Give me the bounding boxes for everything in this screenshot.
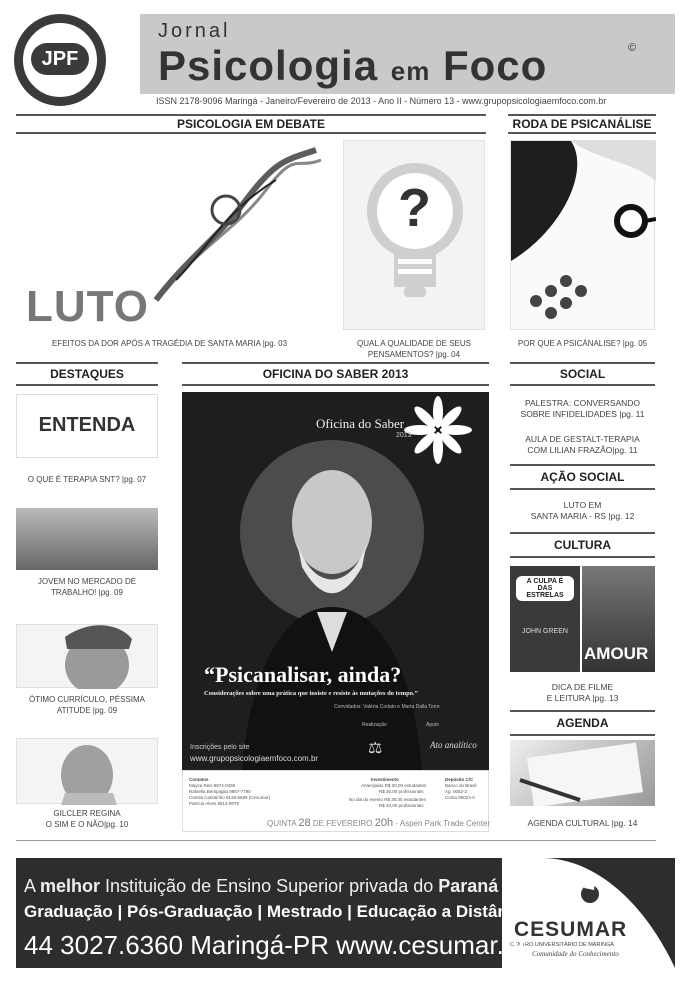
section-cultura: CULTURA	[553, 538, 612, 552]
cultura-line1: DICA DE FILME	[551, 682, 614, 692]
film-poster[interactable]	[582, 566, 655, 672]
rule-bottom-agenda	[510, 734, 655, 736]
agenda-caption[interactable]: AGENDA CULTURAL |pg. 14	[527, 818, 638, 828]
agenda-calendar-image[interactable]	[510, 740, 655, 806]
contact-line-1: Mayza Reis 9974-0490	[189, 783, 236, 788]
date-place: - Aspen Park Trade Center	[395, 819, 491, 828]
date-time: 20h	[374, 817, 394, 829]
title-word-1: Psicologia	[158, 42, 379, 89]
ad-line1-b: melhor	[40, 876, 101, 896]
acao-line2: SANTA MARIA - RS |pg. 12	[530, 511, 635, 521]
person-face-palm-image	[17, 625, 159, 689]
rule-bottom-destaques	[16, 384, 158, 386]
section-social: SOCIAL	[559, 367, 606, 381]
jpf-logo	[14, 14, 106, 106]
social-item1-line2: SOBRE INFIDELIDADES |pg. 11	[520, 409, 645, 419]
inv-line-1: Antecipado R$ 20,00 estudantes	[361, 783, 427, 788]
rule-top-oficina	[182, 362, 489, 364]
bank-line-2: Ag. 0052-2	[445, 789, 468, 794]
investimento-label: Investimento	[371, 777, 399, 782]
curriculo-photo[interactable]	[16, 624, 158, 688]
masthead-title	[158, 42, 547, 90]
freud-portrait	[182, 392, 489, 770]
date-month: DE FEVEREIRO	[312, 819, 373, 828]
masthead-small-title: Jornal	[158, 20, 231, 42]
section-psicologia-em-debate: PSICOLOGIA EM DEBATE	[176, 117, 325, 131]
question-caption-line1: QUAL A QUALIDADE DE SEUS	[357, 339, 471, 348]
logo-text: JPF	[31, 43, 89, 75]
book-title	[516, 576, 574, 601]
rule-bottom-oficina	[182, 384, 489, 386]
luto-caption[interactable]: EFEITOS DA DOR APÓS A TRAGÉDIA DE SANTA MARIA |pg. 03	[51, 339, 288, 348]
rule-top-destaques	[16, 362, 158, 364]
ad-line1-c: Instituição de Ensino Superior privada do	[100, 876, 439, 896]
question-caption[interactable]	[343, 338, 485, 360]
inv-line-2: R$ 30,00 profissionais	[379, 789, 424, 794]
poster-guests: Convidados: Valéria Codato e Marta Dalla Torre	[334, 704, 440, 710]
oficina-poster[interactable]	[182, 392, 489, 770]
title-word-2: Foco	[442, 42, 548, 89]
section-roda-de-psicanalise: RODA DE PSICANÁLISE	[512, 117, 652, 131]
bank-line-1: Banco do Brasil	[445, 783, 477, 788]
social-item2-line2: COM LILIAN FRAZÃO|pg. 11	[527, 445, 638, 455]
book-title-line2: DAS ESTRELAS	[526, 585, 564, 599]
curriculo-caption-line1: ÓTIMO CURRÍCULO, PÉSSIMA	[28, 695, 145, 704]
issn-line: ISSN 2178-9096 Maringá - Janeiro/Fevereiro de 2013 - Ano II - Número 13 - www.grupopsicologiaemfoco.com.br	[156, 96, 607, 106]
entenda-caption[interactable]: O QUE É TERAPIA SNT? |pg. 07	[27, 475, 147, 484]
rule-bottom-cultura	[510, 556, 655, 558]
date-weekday: QUINTA	[267, 819, 297, 828]
rule-top-debate	[16, 114, 486, 116]
face-drawing	[511, 141, 656, 331]
deposito-label: Depósito C/C	[445, 777, 474, 782]
question-card[interactable]	[343, 140, 485, 330]
poster-brand: Oficina do Saber	[316, 416, 405, 431]
jovem-photo[interactable]	[16, 508, 158, 570]
curriculo-caption-line2: ATITUDE |pg. 09	[56, 706, 118, 715]
curriculo-caption[interactable]	[16, 694, 158, 716]
poster-realizacao: Realização	[362, 722, 387, 728]
question-caption-line2: PENSAMENTOS? |pg. 04	[367, 350, 461, 359]
section-destaques: DESTAQUES	[50, 367, 124, 381]
cultura-line2: E LEITURA |pg. 13	[546, 693, 619, 703]
smiling-man-image	[17, 739, 159, 805]
poster-year: 2013	[396, 432, 412, 439]
contact-line-3: Camila Carlotinho 9138-5599 (Cesumar)	[189, 795, 271, 800]
calendar-pen-icon	[510, 740, 655, 806]
rule-top-cultura	[510, 532, 655, 534]
cesumar-subtitle: CENTRO UNIVERSITÁRIO DE MARINGÁ	[510, 942, 614, 948]
social-item2-line1: AULA DE GESTALT-TERAPIA	[525, 434, 640, 444]
ad-line-2: Graduação | Pós-Graduação | Mestrado | Educação a Distância	[24, 902, 532, 921]
rule-top-roda	[508, 114, 656, 116]
contatos-label: Contatos	[189, 777, 209, 782]
social-item1-line1: PALESTRA: CONVERSANDO	[524, 398, 641, 408]
poster-headline: “Psicanalisar, ainda?	[204, 662, 402, 687]
rule-bottom-debate	[16, 132, 486, 134]
gilcler-caption[interactable]	[16, 808, 158, 830]
ad-line1-d: Paraná	[438, 876, 499, 896]
rule-top-agenda	[510, 710, 655, 712]
social-item-infidelidades[interactable]	[510, 398, 655, 420]
gilcler-caption-line1: GILCLER REGINA	[53, 809, 121, 818]
book-author: JOHN GREEN	[522, 628, 568, 635]
question-mark: ?	[398, 178, 431, 238]
gilcler-caption-line2: O SIM E O NÃO|pg. 10	[45, 820, 129, 829]
ad-line1-a: A	[24, 876, 41, 896]
rule-top-social	[510, 362, 655, 364]
title-em: em	[390, 56, 431, 86]
section-agenda: AGENDA	[556, 716, 609, 730]
ad-line-3[interactable]: 44 3027.6360 Maringá-PR www.cesumar.br	[24, 930, 527, 960]
rule-bottom-social	[510, 384, 655, 386]
poster-signup-url[interactable]: www.grupopsicologiaemfoco.com.br	[190, 754, 319, 763]
cultura-caption[interactable]	[510, 682, 655, 704]
gilcler-photo[interactable]	[16, 738, 158, 804]
book-title-line1: A CULPA É	[526, 578, 564, 585]
rule-top-acao	[510, 464, 655, 466]
copyright-mark: ©	[628, 42, 637, 54]
poster-date-line	[267, 817, 490, 829]
date-day: 28	[298, 817, 311, 829]
roda-caption[interactable]: POR QUE A PSICÁNALISE? |pg. 05	[517, 339, 648, 348]
psicanalise-illustration[interactable]	[510, 140, 655, 330]
acao-social-item[interactable]	[510, 500, 655, 522]
jovem-caption[interactable]	[16, 576, 158, 598]
rule-bottom-page	[16, 840, 656, 841]
poster-subhead: Considerações sobre uma prática que insiste e resiste às mutações do tempo.”	[204, 690, 418, 697]
poster-gpef-icon: ⚖	[368, 740, 383, 757]
luto-word: LUTO	[26, 282, 149, 331]
ad-line-1	[24, 876, 498, 897]
contact-line-4: Patrícia Alves 8814-8079	[189, 801, 240, 806]
social-item-gestalt[interactable]	[510, 434, 655, 456]
section-oficina-do-saber: OFICINA DO SABER 2013	[262, 367, 409, 381]
cesumar-brand: CESUMAR	[514, 918, 628, 941]
poster-apoio: Apoio	[426, 722, 439, 728]
dia-line-2: R$ 40,00 profissionais	[379, 803, 424, 808]
cesumar-slogan: Comunidade do Conhecimento	[532, 950, 619, 958]
entenda-word: ENTENDA	[38, 414, 136, 436]
poster-signup-label: Inscrições pelo site	[190, 744, 250, 751]
film-title: AMOUR	[584, 644, 649, 663]
section-acao-social: AÇÃO SOCIAL	[540, 470, 625, 484]
acao-line1: LUTO EM	[563, 500, 602, 510]
jovem-caption-line1: JOVEM NO MERCADO DE	[37, 577, 137, 586]
poster-info-strip	[182, 770, 489, 832]
book-cover[interactable]	[510, 566, 580, 672]
bank-line-3: Conta 99024-0	[445, 795, 475, 800]
rule-bottom-acao	[510, 488, 655, 490]
rule-bottom-roda	[508, 132, 656, 134]
jovem-caption-line2: TRABALHO! |pg. 09	[51, 588, 123, 597]
dia-line-1: No dia do evento R$ 30,00 estudantes	[349, 797, 426, 802]
contact-line-2: Rafaella Bertipaglia 9867-7790	[189, 789, 251, 794]
poster-apoio-logo: Ato analítico	[430, 740, 477, 750]
